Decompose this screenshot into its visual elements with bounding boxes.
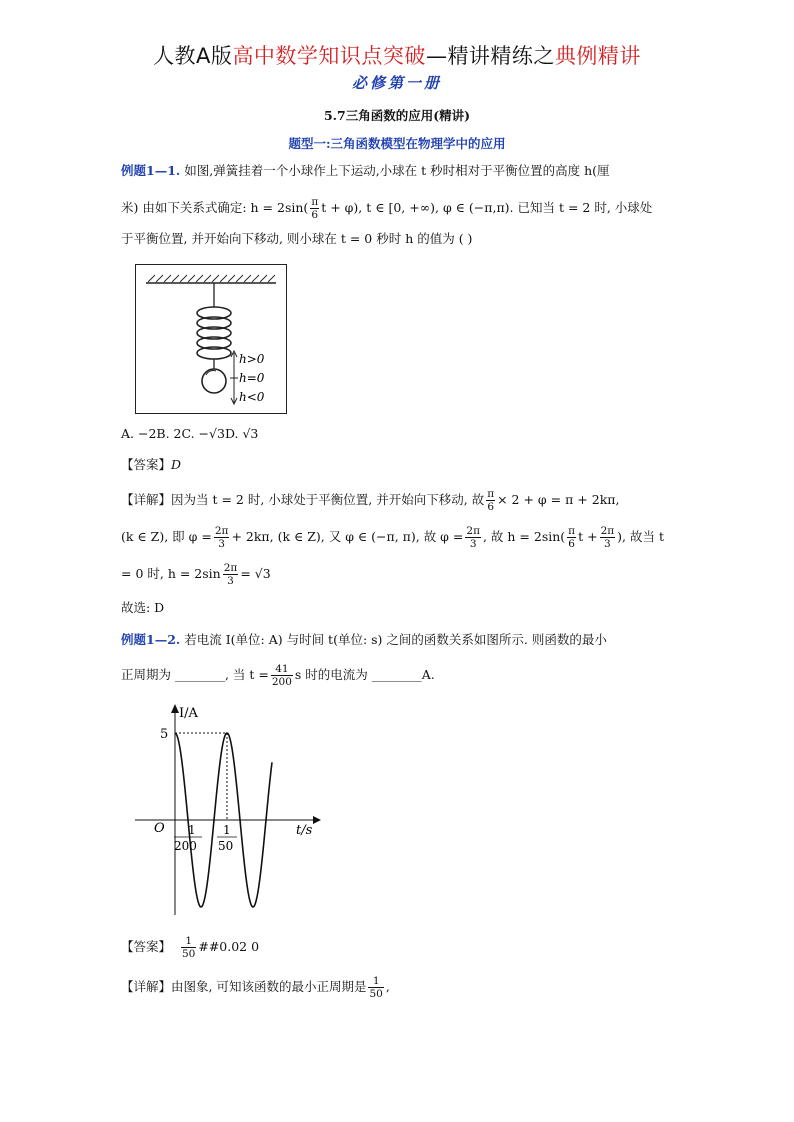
example1-line1 — [121, 161, 610, 181]
topic-title: 题型一:三角函数模型在物理学中的应用 — [288, 136, 506, 151]
example2-detail: 【详解】由图象, 可知该函数的最小正周期是 $\frac{1}{50}$ , — [121, 975, 390, 1000]
label-h-zero: h=0 — [239, 371, 265, 385]
example2-line2: 正周期为 ________, 当 t = $\frac{41}{200}$ s 时的电流为 ________A. — [121, 663, 435, 688]
example1-detail-line1: 【详解】因为当 t = 2 时, 小球处于平衡位置, 并开始向下移动, 故 $\frac{\pi}{6}$ × 2 + φ = π + 2kπ, — [121, 488, 620, 513]
fraction-pi-6-detail: $\frac{\pi}{6}$ — [487, 488, 495, 513]
example1-answer: 【答案】D — [121, 457, 182, 472]
fraction-2pi-3-c: $\frac{2\pi}{3}$ — [600, 525, 615, 550]
example1-text2a: 米) 由如下关系式确定: h = 2sin( — [121, 200, 309, 215]
example1-options: A. −2B. 2C. −√3D. √3 — [121, 426, 259, 441]
example1-text2b: t + φ), t ∈ [0, +∞), φ ∈ (−π,π). 已知当 t = 2 时, 小球处 — [321, 200, 653, 215]
title-part-1: 人教A版 — [153, 44, 233, 68]
x-tick-1-200-num: 1 — [188, 823, 196, 837]
x-tick-1-50-num: 1 — [223, 823, 231, 837]
title-part-4: 典例精讲 — [554, 44, 641, 68]
fraction-2pi-3-a: $\frac{2\pi}{3}$ — [214, 525, 229, 550]
example1-line2 — [121, 196, 652, 221]
example2-label: 例题1—2. — [121, 632, 181, 647]
section-title: 5.7三角函数的应用(精讲) — [323, 108, 471, 123]
fraction-pi-6: $\frac{\pi}{6}$ — [311, 196, 319, 221]
current-graph — [130, 700, 330, 920]
example1-line3: 于平衡位置, 并开始向下移动, 则小球在 t = 0 秒时 h 的值为 ( ) — [121, 231, 473, 246]
origin-label: O — [154, 821, 165, 836]
x-tick-1-50-den: 50 — [218, 839, 234, 853]
document-title — [0, 40, 794, 70]
fraction-pi-6-b: $\frac{\pi}{6}$ — [568, 525, 576, 550]
example1-answer-value: D — [171, 457, 182, 472]
spring-diagram — [136, 265, 286, 413]
fraction-2pi-3-d: $\frac{2\pi}{3}$ — [223, 562, 238, 587]
example2-line1: 例题1—2. 若电流 I(单位: A) 与时间 t(单位: s) 之间的函数关系如图所示. 则函数的最小 — [121, 632, 607, 647]
example1-text1: 如图,弹簧挂着一个小球作上下运动,小球在 t 秒时相对于平衡位置的高度 h(厘 — [184, 163, 610, 178]
fraction-1-50-detail: $\frac{1}{50}$ — [369, 975, 383, 1000]
fraction-2pi-3-b: $\frac{2\pi}{3}$ — [466, 525, 480, 550]
x-tick-1-200-den: 200 — [174, 839, 197, 853]
title-part-3: —精讲精练之 — [425, 44, 555, 68]
label-h-negative: h<0 — [239, 390, 265, 404]
y-tick-5: 5 — [160, 727, 169, 742]
x-axis-label: t/s — [296, 823, 313, 838]
document-subtitle: 必修第一册 — [351, 74, 442, 92]
title-part-2: 高中数学知识点突破 — [232, 44, 426, 68]
example1-detail-line2: (k ∈ Z), 即 φ = $\frac{2\pi}{3}$ + 2kπ, (k ∈ Z), 又 φ ∈ (−π, π), 故 φ = $\frac{2\pi}{3}$ , 故 h = 2sin( $\frac{\pi}{6}$ t + $\frac{2\pi}{3}$ ), 故当 t — [121, 525, 664, 550]
fraction-41-200: $\frac{41}{200}$ — [271, 663, 292, 688]
example1-label: 例题1—1. — [121, 163, 181, 178]
y-axis-label: I/A — [179, 706, 198, 721]
label-h-positive: h>0 — [239, 352, 265, 366]
fraction-1-50-answer: $\frac{1}{50}$ — [181, 935, 196, 960]
example1-detail-line3: = 0 时, h = 2sin $\frac{2\pi}{3}$ = √3 — [121, 562, 271, 587]
example1-conclusion: 故选: D — [121, 600, 165, 615]
example2-answer: 【答案】 $\frac{1}{50}$ ##0.02 0 — [121, 935, 260, 960]
spring-figure — [135, 264, 287, 414]
